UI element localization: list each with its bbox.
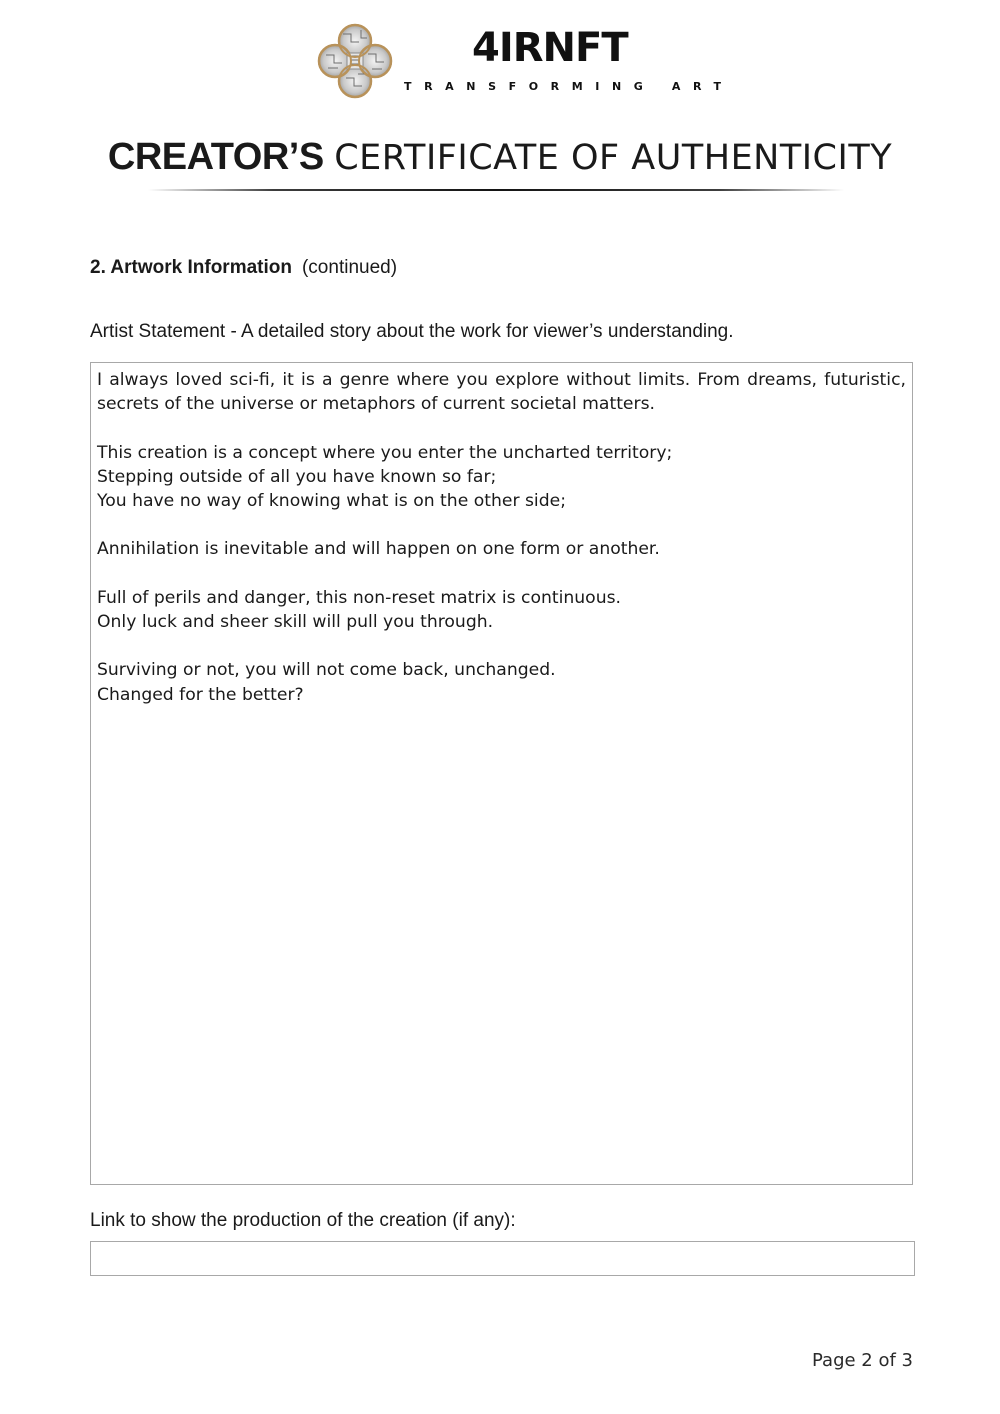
statement-paragraph: Annihilation is inevitable and will happen on one form or another. [97,539,660,560]
statement-line: This creation is a concept where you enter the uncharted territory; [97,442,673,463]
brand-tagline: TRANSFORMING ART [404,80,734,93]
title-divider [148,189,844,191]
statement-paragraph: I always loved sci-fi, it is a genre where you explore without limits. From dreams, futuristic, secrets of the universe or metaphors of current societal matters. [97,370,906,415]
production-link-label: Link to show the production of the creation (if any): [90,1210,516,1231]
page-title [0,134,1000,181]
page-title-light: CERTIFICATE OF AUTHENTICITY [334,138,893,178]
page-number: Page 2 of 3 [812,1350,913,1371]
statement-line: Full of perils and danger, this non-reset matrix is continuous. [97,587,622,608]
statement-line: Only luck and sheer skill will pull you through. [97,611,494,632]
statement-line: Changed for the better? [97,684,304,705]
production-link-field[interactable] [90,1241,915,1276]
statement-line: Stepping outside of all you have known so far; [97,466,497,487]
statement-paragraph [97,586,906,634]
page-title-bold: CREATOR’S [107,136,324,178]
artist-statement-field[interactable] [90,362,913,1185]
brand-name: 4IRNFT [472,25,628,71]
statement-paragraph [97,441,906,514]
statement-paragraph [97,658,906,706]
section-heading [90,256,397,280]
statement-line: Surviving or not, you will not come back, unchanged. [97,660,556,681]
section-heading-title: 2. Artwork Information [90,257,292,278]
statement-line: You have no way of knowing what is on the other side; [97,491,566,511]
knot-emblem-icon [316,22,394,100]
section-heading-note: (continued) [301,257,398,278]
artist-statement-label: Artist Statement - A detailed story about the work for viewer’s understanding. [90,321,734,342]
